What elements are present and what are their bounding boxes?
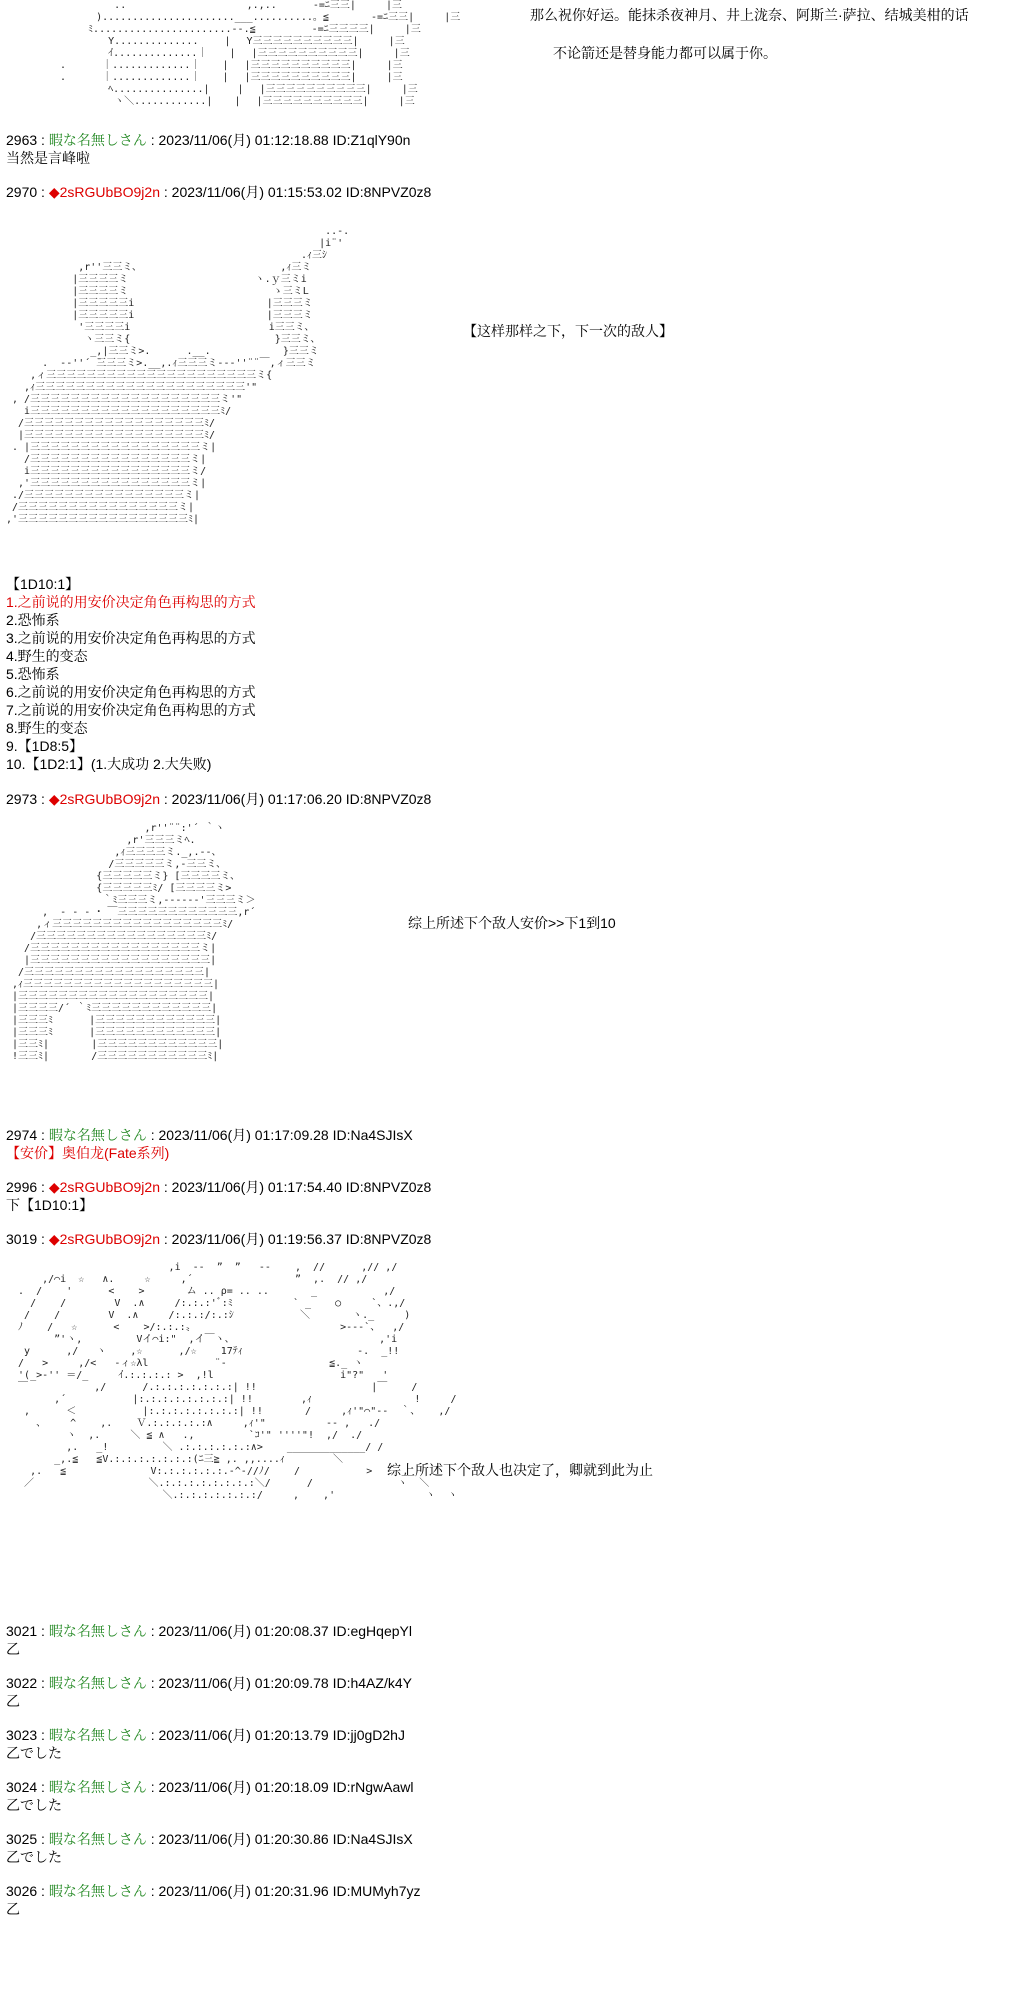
post-header: 2963 : 暇な名無しさん : 2023/11/06(月) 01:12:18.88 ID:Z1qlY90n: [6, 132, 411, 148]
post-header: 2974 : 暇な名無しさん : 2023/11/06(月) 01:17:09.28 ID:Na4SJIsX: [6, 1127, 413, 1143]
post-date: 2023/11/06(月) 01:20:08.37: [158, 1623, 329, 1639]
poster-id[interactable]: ID:Z1qlY90n: [332, 132, 411, 148]
post-body: 乙: [6, 1693, 20, 1709]
post-date: 2023/11/06(月) 01:20:18.09: [158, 1779, 329, 1795]
post-header: 2970 : ◆2sRGUbBO9j2n : 2023/11/06(月) 01:15:53.02 ID:8NPVZ0z8: [6, 184, 432, 200]
post-number: 3019: [6, 1231, 38, 1247]
post-date: 2023/11/06(月) 01:20:09.78: [158, 1675, 329, 1691]
post-date: 2023/11/06(月) 01:12:18.88: [158, 132, 329, 148]
post-header: 3022 : 暇な名無しさん : 2023/11/06(月) 01:20:09.78 ID:h4AZ/k4Y: [6, 1675, 412, 1691]
poster-id[interactable]: ID:jj0gD2hJ: [332, 1727, 405, 1743]
post-date: 2023/11/06(月) 01:17:06.20: [171, 791, 342, 807]
poster-name[interactable]: 暇な名無しさん: [48, 1883, 147, 1899]
poster-id[interactable]: ID:8NPVZ0z8: [345, 1179, 432, 1195]
caption-top-1: 那么祝你好运。能抹杀夜神月、井上泷奈、阿斯兰·萨拉、结城美柑的话: [530, 7, 969, 23]
roll-item: 3.之前说的用安价决定角色再构思的方式: [6, 630, 256, 646]
post-number: 3023: [6, 1727, 38, 1743]
poster-name[interactable]: 暇な名無しさん: [48, 1675, 147, 1691]
roll-item: 7.之前说的用安价决定角色再构思的方式: [6, 702, 256, 718]
poster-name[interactable]: 暇な名無しさん: [48, 1623, 147, 1639]
ascii-art-scene-3019: ,i -- ” ” -- , // ,// ,/ ,/⌒i ☆ ∧. ☆ ,´ ” ,. // ,/ . / ' < > ム .. ρ= .. .. _ ,/ / / V .∧ /:.:.:'ﾞ:ﾐ ` _ ○ `、.,/ / / V .∧ /:.:.:/:.:ｼ ＼ ヽ._ ) ﾉ / ☆ < >/:.:.:〟 >--‐`、 ,/ ”'ヽ, Vイ⌒i:" ,イ￣ヽ、 ,'i y ,/ ヽ ,☆ ,/☆ 17ﾃｨ ‐. _!! / > ,/< ‐ィ☆λl ¨‐ ≦._ ヽ '(_>‐'' ＝/_ ｲ.:.:.:.: > ,!l i"?" ' ￣ ,/ /.:.:.:.:.:.:.:| !! |￣ / ,´ |:.:.:.:.:.:.:.:| !! ,ｨ ! / , ＜ |:.:.:.:.:.:.:.:| !! / ,ｨ'"⌒"-- ｀、 ,/ 、 ^ ,. Ｖ.:.:.:.:.:∧ ,ｨ'" -- , ./ ヽ ,. ＼ ≦ ∧ ., `ｺ'" ''''"! ,/ ./ ,. _! ＼ .:.:.:.:.:.:∧> _____________/ / _,.≦ ≦V.:.:.:.:.:.:.:(ﾆ三≧ ,. ,,....ｨ ＼ ,. ≦ V:.:.:.:.:.:.‐^‐//ﾉ/ / > , ／ ＼.:.:.:.:.:.:.:.:＼/ / ヽ ＼ ＼.:.:.:.:.:.:.:/ , ,' ヽ ヽ: [18, 1262, 458, 1501]
poster-id[interactable]: ID:h4AZ/k4Y: [332, 1675, 412, 1691]
poster-name[interactable]: 暇な名無しさん: [48, 1127, 147, 1143]
post-body: 乙: [6, 1901, 20, 1917]
post-date: 2023/11/06(月) 01:17:54.40: [171, 1179, 342, 1195]
post-body: 当然是言峰啦: [6, 150, 90, 166]
poster-id[interactable]: ID:rNgwAawl: [332, 1779, 414, 1795]
post-number: 2996: [6, 1179, 38, 1195]
ascii-art-top: .. ,.,.. ‐=ﾆ三三| |三 )......................___..........。≦ ‐=ﾆ三三| |三 ﾐ.......................‐-.≦ ‐=ﾆ三三三三| |三 Y.............. | Y三三三三三三三三三三| |三 ｲ..............｜ | |三三三三三三三三三三| |三 . ｜.............｜ | |三三三三三三三三三三| |三 . ｜.............｜ | |三三三三三三三三三三| |三 ﾍ...............| | |三三三三三三三三三三| |三 ヽ＼............| | |三三三三三三三三三三| |三: [60, 0, 461, 107]
roll-item: 2.恐怖系: [6, 612, 60, 628]
post-header: 3024 : 暇な名無しさん : 2023/11/06(月) 01:20:18.09 ID:rNgwAawl: [6, 1779, 414, 1795]
poster-id[interactable]: ID:8NPVZ0z8: [345, 791, 432, 807]
poster-trip[interactable]: ◆2sRGUbBO9j2n: [48, 1231, 160, 1247]
post-number: 3026: [6, 1883, 38, 1899]
post-number: 2974: [6, 1127, 38, 1143]
post-header: 3019 : ◆2sRGUbBO9j2n : 2023/11/06(月) 01:19:56.37 ID:8NPVZ0z8: [6, 1231, 432, 1247]
roll-item: 8.野生的变态: [6, 720, 88, 736]
poster-name[interactable]: 暇な名無しさん: [48, 1727, 147, 1743]
poster-name[interactable]: 暇な名無しさん: [48, 1831, 147, 1847]
poster-id[interactable]: ID:8NPVZ0z8: [345, 184, 432, 200]
poster-trip[interactable]: ◆2sRGUbBO9j2n: [48, 791, 160, 807]
post-header: 3021 : 暇な名無しさん : 2023/11/06(月) 01:20:08.37 ID:egHqepYl: [6, 1623, 412, 1639]
post-number: 2973: [6, 791, 38, 807]
post-body: 乙でした: [6, 1849, 62, 1865]
caption-2973: 综上所述下个敌人安价>>下1到10: [408, 915, 616, 931]
post-header: 3025 : 暇な名無しさん : 2023/11/06(月) 01:20:30.86 ID:Na4SJIsX: [6, 1831, 413, 1847]
poster-id[interactable]: ID:MUMyh7yz: [332, 1883, 421, 1899]
roll-item: 5.恐怖系: [6, 666, 60, 682]
roll-item: 1.之前说的用安价决定角色再构思的方式: [6, 594, 256, 610]
roll-item: 6.之前说的用安价决定角色再构思的方式: [6, 684, 256, 700]
post-body: 乙: [6, 1641, 20, 1657]
ascii-art-figure-1: ..-. |i¨' .ｨ三ｼ ,r''三三ミ、 ,ｨ三ミ |三三三三ミ ヽ.ｙ三ミi |三三三三ミ ゝ三ミL |三三三三三i |三三三ミ |三三三三三i |三三三ミ '三三三三i i三三ミ、 ヽ三三ミ{ }三三ミ、 _,|三三ミ>. .__. }三三ミ . -‐''´ ̄三三三ミ>.__,.ｨ三三三ミ‐-‐''¨¨￣,ィ三三ミ ,ィ三三三三三三三三三三三三三三三三三三三三三ミ{ ,ｨ三三三三三三三三三三三三三三三三三三三三三'" , /三三三三三三三三三三三三三三三三三三三ミ'" i三三三三三三三三三三三三三三三三三三三ﾐ/ /三三三三三三三三三三三三三三三三三三ﾐ/ |三三三三三三三三三三三三三三三三三三ﾐ/ . |三三三三三三三三三三三三三三三三三ミ| /三三三三三三三三三三三三三三三三ミ| i三三三三三三三三三三三三三三三三ミ/ ,'三三三三三三三三三三三三三三三三ミ| ./三三三三三三三三三三三三三三三三ミ| /三三三三三三三三三三三三三三三三ミ| ,'三三三三三三三三三三三三三三三三三ﾐ|: [6, 226, 350, 525]
ascii-art-figure-2: ,r''¨¨:'´ ｀ヽ ,r'三三三ミﾍ. ,ｨ三三三三ミ._,.-‐、 /三三三三三ミ,-三三ミ、 {三三三三三ミ} [三三三三ミ、 {三三三三三ﾐ/ [三三三三ミ> ｀ﾐ三三三ミ,-‐---‐'三三三ミ＞ , - ‐ ‐ ･ ￣三三三三三三三三三三三三,r´ ,ィ三三三三三三三三三三三三三三三三三ﾐ/ /三三三三三三三三三三三三三三三三三ﾐ/ /三三三三三三三三三三三三三三三三三ミ| |三三三三三三三三三三三三三三三三三三| /三三三三三三三三三三三三三三三三三三| ,ｨ三三三三三三三三三三三三三三三三三三三| |三三三三三三三三三三三三三三三三三三三| |三三三三/´ ｀ﾐ三三三三三三三三三三三三| |三三三ﾐ |三三三三三三三三三三三三| |三三三ﾐ |三三三三三三三三三三三三| |三三ﾐ| |三三三三三三三三三三三三| !三三ﾐ| /三三三三三三三三三三三ﾐ|: [12, 823, 256, 1062]
post-number: 3025: [6, 1831, 38, 1847]
poster-name[interactable]: 暇な名無しさん: [48, 132, 147, 148]
post-number: 2970: [6, 184, 38, 200]
post-body: 乙でした: [6, 1797, 62, 1813]
caption-top-2: 不论箭还是替身能力都可以属于你。: [553, 45, 777, 61]
post-header: 2973 : ◆2sRGUbBO9j2n : 2023/11/06(月) 01:17:06.20 ID:8NPVZ0z8: [6, 791, 432, 807]
post-header: 3026 : 暇な名無しさん : 2023/11/06(月) 01:20:31.96 ID:MUMyh7yz: [6, 1883, 421, 1899]
post-date: 2023/11/06(月) 01:19:56.37: [171, 1231, 342, 1247]
post-body: 乙でした: [6, 1745, 62, 1761]
post-date: 2023/11/06(月) 01:17:09.28: [158, 1127, 329, 1143]
post-number: 2963: [6, 132, 38, 148]
post-date: 2023/11/06(月) 01:15:53.02: [171, 184, 342, 200]
roll-item: 10.【1D2:1】(1.大成功 2.大失败): [6, 756, 212, 772]
post-date: 2023/11/06(月) 01:20:31.96: [158, 1883, 329, 1899]
post-date: 2023/11/06(月) 01:20:30.86: [158, 1831, 329, 1847]
poster-id[interactable]: ID:Na4SJIsX: [332, 1127, 413, 1143]
post-number: 3021: [6, 1623, 38, 1639]
post-body: 下【1D10:1】: [6, 1197, 94, 1213]
post-number: 3022: [6, 1675, 38, 1691]
poster-name[interactable]: 暇な名無しさん: [48, 1779, 147, 1795]
post-number: 3024: [6, 1779, 38, 1795]
poster-id[interactable]: ID:egHqepYl: [332, 1623, 412, 1639]
roll-list: [6, 575, 256, 773]
post-header: 3023 : 暇な名無しさん : 2023/11/06(月) 01:20:13.79 ID:jj0gD2hJ: [6, 1727, 405, 1743]
post-header: 2996 : ◆2sRGUbBO9j2n : 2023/11/06(月) 01:17:54.40 ID:8NPVZ0z8: [6, 1179, 432, 1195]
poster-id[interactable]: ID:Na4SJIsX: [332, 1831, 413, 1847]
roll-item: 9.【1D8:5】: [6, 738, 84, 754]
roll-item: 4.野生的变态: [6, 648, 88, 664]
poster-trip[interactable]: ◆2sRGUbBO9j2n: [48, 184, 160, 200]
caption-3019: 综上所述下个敌人也决定了，卿就到此为止: [387, 1462, 653, 1478]
poster-trip[interactable]: ◆2sRGUbBO9j2n: [48, 1179, 160, 1195]
poster-id[interactable]: ID:8NPVZ0z8: [345, 1231, 432, 1247]
post-body: 【安价】奥伯龙(Fate系列): [6, 1145, 170, 1161]
roll-title: 【1D10:1】: [6, 576, 80, 592]
caption-2970: 【这样那样之下，下一次的敌人】: [463, 323, 673, 339]
post-date: 2023/11/06(月) 01:20:13.79: [158, 1727, 329, 1743]
